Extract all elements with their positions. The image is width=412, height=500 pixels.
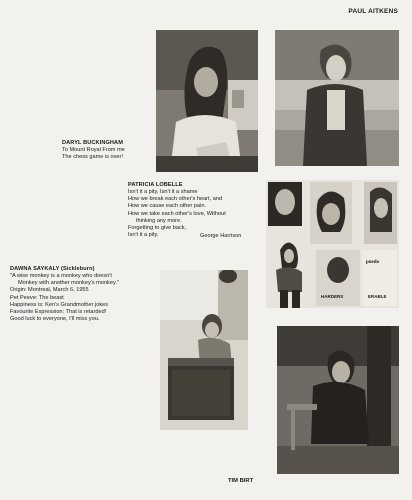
poster-text: ERABLE (368, 294, 387, 299)
photo-tim-birt (277, 326, 399, 474)
quote-attribution: George Harrison (200, 233, 242, 239)
quote-line: Origin: Montreal, March 6, 1955 (10, 287, 89, 294)
quote-line: How we cause each other pain. (128, 203, 207, 210)
caption-daryl-buckingham (62, 140, 125, 161)
quote-line: Isn't it a pity, Isn't it a shame (128, 189, 198, 196)
quote-line: How we take each other's love, Without (128, 210, 226, 217)
photo-paul-aitkens (275, 30, 399, 166)
quote-line: To Mount Royal From me (62, 147, 125, 154)
photo-patricia-lobelle (266, 180, 399, 308)
quote-line: Monkey with another monkey's monkey." (18, 280, 119, 287)
student-name: DAWNA SAYKALY (Sickleburn) (10, 266, 95, 272)
quote-line: Isn't it a pity. (128, 232, 159, 239)
photo-daryl-buckingham (156, 30, 258, 172)
quote-line: Forgetting to give back, (128, 224, 187, 231)
caption-patricia-lobelle (128, 182, 226, 239)
footer-name: TIM BIRT (228, 478, 254, 484)
photo-dawna-saykaly (160, 270, 248, 430)
quote-line: Pet Peeve: The beast (10, 294, 64, 301)
quote-line: Good luck to everyone, I'll miss you. (10, 316, 100, 323)
quote-line: "A wise monkey is a monkey who doesn't (10, 273, 112, 280)
poster-text: puedo (366, 260, 380, 265)
student-name: PATRICIA LOBELLE (128, 182, 183, 188)
quote-line: How we break each other's heart, and (128, 196, 223, 203)
student-name: DARYL BUCKINGHAM (62, 140, 123, 146)
quote-line: Happiness is: Ken's Grandmother jokes (10, 301, 109, 308)
quote-line: Favourite Expression: That is retarded! (10, 308, 107, 315)
page-header-name: PAUL AITKENS (348, 8, 398, 15)
caption-dawna-saykaly (10, 266, 119, 323)
quote-line: The chess game is over! (62, 154, 123, 161)
quote-line: thinking any more. (136, 217, 182, 224)
poster-text: HARDERS (321, 294, 344, 299)
